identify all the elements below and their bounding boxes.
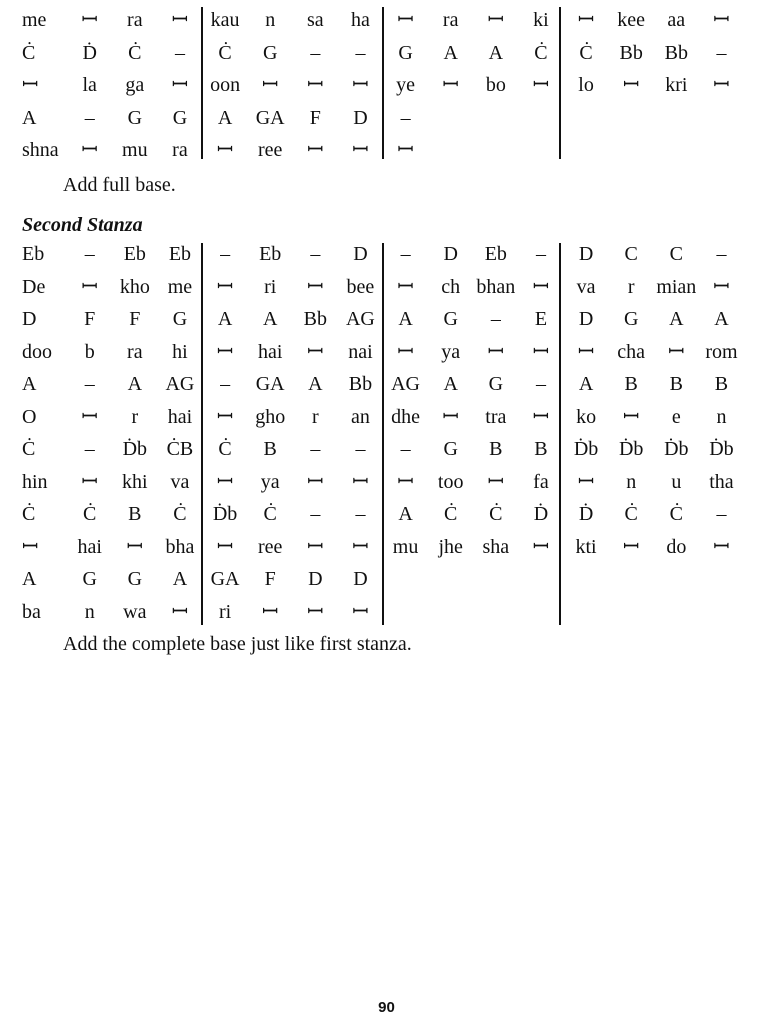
notation-cell: shna [22, 139, 59, 162]
notation-cell: B [714, 373, 729, 396]
notation-cell: GA [255, 106, 285, 129]
notation-cell: mu [392, 535, 419, 558]
notation-cell: ꟷ [171, 74, 189, 97]
notation-cell: an [350, 405, 370, 428]
notation-cell: Bb [303, 308, 327, 331]
second-stanza-note: Add the complete base just like first stanza. [63, 633, 412, 655]
notation-cell: b [84, 340, 95, 363]
notation-cell: tra [485, 405, 507, 428]
notation-cell: D [308, 568, 323, 591]
notation-cell: ga [125, 74, 145, 97]
notation-cell: D [353, 243, 368, 266]
notation-cell: B [128, 503, 142, 526]
notation-cell: ꟷ [352, 535, 369, 558]
notation-cell: – [716, 41, 727, 64]
notation-cell: ꟷ [397, 139, 414, 162]
bar-line [559, 7, 561, 159]
notation-cell: D [353, 568, 368, 591]
notation-cell: ri [218, 600, 232, 623]
notation-cell: Ċ [173, 503, 187, 526]
notation-cell: wa [123, 600, 147, 623]
notation-cell: ꟷ [216, 405, 234, 428]
page-number: 90 [378, 999, 395, 1016]
notation-cell: – [355, 41, 366, 64]
notation-cell: AG [391, 373, 420, 396]
notation-cell: ꟷ [577, 340, 595, 363]
notation-cell: va [576, 275, 596, 298]
notation-cell: – [400, 438, 411, 461]
notation-cell: G [443, 308, 458, 331]
notation-cell: G [398, 41, 413, 64]
notation-cell: G [172, 106, 188, 129]
notation-cell: De [22, 275, 46, 298]
notation-cell: ꟷ [307, 470, 324, 493]
notation-cell: ꟷ [577, 9, 595, 32]
notation-cell: – [220, 243, 231, 266]
notation-cell: mu [122, 139, 148, 162]
notation-cell: Ḋb [618, 438, 644, 461]
notation-cell: Ċ [22, 438, 36, 461]
bar-line [382, 243, 384, 625]
notation-cell: A [714, 308, 729, 331]
notation-cell: E [534, 308, 548, 331]
notation-cell: ko [576, 405, 597, 428]
notation-cell: Ċ [263, 503, 277, 526]
bar-line [559, 243, 561, 625]
notation-cell: A [127, 373, 143, 396]
notation-cell: ꟷ [352, 74, 369, 97]
notation-cell: bee [346, 275, 375, 298]
notation-cell: G [127, 106, 143, 129]
notation-cell: D [578, 308, 594, 331]
notation-cell: ꟷ [442, 74, 459, 97]
notation-cell: Ċ [579, 41, 593, 64]
notation-cell: oon [210, 74, 241, 97]
notation-cell: D [353, 106, 368, 129]
notation-cell: Ċ [22, 41, 36, 64]
notation-cell: – [220, 373, 231, 396]
notation-cell: ꟷ [81, 405, 98, 428]
notation-cell: ꟷ [397, 470, 414, 493]
notation-cell: Bb [348, 373, 373, 396]
notation-cell: Eb [168, 243, 192, 266]
notation-cell: khi [122, 470, 148, 493]
notation-cell: kee [617, 9, 646, 32]
notation-cell: – [310, 243, 321, 266]
notation-cell: sha [482, 535, 510, 558]
notation-cell: ꟷ [713, 535, 730, 558]
notation-cell: ree [257, 139, 283, 162]
notation-cell: Ḋb [122, 438, 148, 461]
notation-cell: A [308, 373, 323, 396]
notation-cell: – [535, 243, 546, 266]
notation-cell: ꟷ [397, 9, 414, 32]
notation-cell: hai [167, 405, 193, 428]
notation-cell: GA [210, 568, 240, 591]
notation-cell: D [578, 243, 594, 266]
notation-cell: Ċ [83, 503, 97, 526]
notation-cell: Ċ [489, 503, 503, 526]
first-stanza-note: Add full base. [63, 174, 176, 196]
notation-cell: Ḋ [82, 41, 97, 64]
notation-cell: ꟷ [397, 275, 414, 298]
notation-cell: – [310, 41, 321, 64]
notation-cell: B [489, 438, 503, 461]
notation-cell: r [131, 405, 139, 428]
notation-cell: doo [22, 340, 52, 363]
notation-cell: n [265, 9, 276, 32]
notation-cell: jhe [438, 535, 463, 558]
notation-cell: A [398, 308, 413, 331]
notation-cell: ꟷ [668, 340, 685, 363]
notation-cell: n [716, 405, 727, 428]
notation-cell: Bb [664, 41, 688, 64]
notation-cell: ꟷ [171, 9, 189, 32]
notation-cell: la [82, 74, 97, 97]
notation-cell: ꟷ [307, 535, 324, 558]
notation-cell: A [22, 373, 37, 396]
notation-cell: – [310, 438, 321, 461]
notation-cell: ꟷ [307, 600, 324, 623]
notation-cell: A [669, 308, 684, 331]
notation-cell: do [666, 535, 687, 558]
notation-cell: ꟷ [397, 340, 414, 363]
notation-cell: ꟷ [171, 600, 189, 623]
notation-cell: Ċ [22, 503, 36, 526]
notation-cell: ꟷ [307, 139, 324, 162]
notation-cell: ꟷ [532, 275, 550, 298]
notation-cell: me [22, 9, 47, 32]
notation-cell: F [84, 308, 96, 331]
notation-cell: C [669, 243, 683, 266]
notation-cell: bha [165, 535, 195, 558]
notation-cell: F [309, 106, 321, 129]
notation-cell: ha [350, 9, 370, 32]
notation-cell: ꟷ [216, 139, 234, 162]
notation-cell: AG [345, 308, 375, 331]
notation-cell: ꟷ [22, 535, 39, 558]
notation-cell: Ḋ [533, 503, 549, 526]
notation-cell: – [174, 41, 185, 64]
notation-cell: r [311, 405, 319, 428]
notation-cell: A [217, 106, 233, 129]
notation-cell: kau [210, 9, 240, 32]
notation-cell: ri [264, 275, 277, 298]
notation-cell: Ċ [128, 41, 142, 64]
second-stanza-title: Second Stanza [22, 214, 143, 236]
notation-cell: B [624, 373, 638, 396]
notation-cell: A [22, 568, 37, 591]
notation-cell: ra [172, 139, 188, 162]
notation-cell: ꟷ [352, 139, 369, 162]
notation-cell: ꟷ [81, 275, 98, 298]
bar-line [201, 7, 203, 159]
notation-cell: Ċ [534, 41, 548, 64]
notation-cell: ꟷ [307, 340, 324, 363]
notation-cell: ꟷ [532, 535, 550, 558]
notation-cell: ya [260, 470, 280, 493]
notation-cell: ꟷ [262, 74, 279, 97]
notation-cell: A [262, 308, 278, 331]
notation-cell: B [263, 438, 277, 461]
notation-cell: fa [533, 470, 549, 493]
notation-cell: Ḋb [664, 438, 689, 461]
notation-cell: – [310, 503, 321, 526]
notation-cell: ꟷ [532, 340, 550, 363]
notation-cell: gho [255, 405, 286, 428]
notation-cell: ꟷ [487, 340, 504, 363]
notation-cell: Ċ [218, 41, 232, 64]
notation-cell: ꟷ [532, 74, 550, 97]
notation-cell: ꟷ [22, 74, 39, 97]
notation-cell: Ḋb [709, 438, 734, 461]
notation-cell: Ḋ [578, 503, 594, 526]
notation-cell: ꟷ [352, 600, 369, 623]
notation-cell: B [534, 438, 548, 461]
notation-cell: C [624, 243, 638, 266]
notation-cell: Eb [259, 243, 282, 266]
notation-cell: me [167, 275, 193, 298]
notation-cell: ꟷ [713, 74, 730, 97]
notation-cell: ree [257, 535, 283, 558]
notation-cell: GA [255, 373, 285, 396]
notation-cell: B [669, 373, 683, 396]
notation-cell: A [398, 503, 413, 526]
notation-cell: Ċ [218, 438, 232, 461]
notation-cell: Bb [619, 41, 643, 64]
notation-cell: ꟷ [216, 340, 234, 363]
notation-cell: ꟷ [713, 9, 730, 32]
notation-cell: O [22, 405, 37, 428]
notation-cell: kti [575, 535, 597, 558]
bar-line [382, 7, 384, 159]
notation-cell: ꟷ [81, 139, 98, 162]
notation-cell: A [443, 373, 458, 396]
notation-cell: ꟷ [81, 9, 98, 32]
notation-cell: G [172, 308, 188, 331]
notation-cell: – [535, 373, 546, 396]
notation-cell: tha [709, 470, 734, 493]
notation-cell: ꟷ [352, 470, 369, 493]
notation-cell: F [264, 568, 276, 591]
notation-cell: ra [442, 9, 459, 32]
notation-cell: G [262, 41, 278, 64]
notation-cell: hai [77, 535, 102, 558]
notation-cell: ba [22, 600, 41, 623]
notation-cell: ꟷ [216, 470, 234, 493]
notation-cell: ꟷ [216, 535, 234, 558]
notation-cell: ꟷ [81, 470, 98, 493]
notation-cell: hin [22, 470, 48, 493]
notation-cell: Eb [484, 243, 507, 266]
notation-cell: nai [348, 340, 373, 363]
notation-cell: e [671, 405, 681, 428]
notation-cell: – [355, 438, 366, 461]
notation-cell: dhe [391, 405, 420, 428]
notation-cell: D [443, 243, 458, 266]
notation-cell: Ḋb [573, 438, 599, 461]
notation-cell: ꟷ [216, 275, 234, 298]
notation-cell: n [626, 470, 637, 493]
notation-cell: A [217, 308, 233, 331]
notation-cell: ra [127, 340, 143, 363]
notation-cell: G [623, 308, 639, 331]
notation-cell: ꟷ [307, 74, 324, 97]
notation-cell: ꟷ [713, 275, 730, 298]
notation-cell: – [84, 438, 95, 461]
notation-cell: va [170, 470, 190, 493]
notation-cell: Ċ [669, 503, 683, 526]
notation-cell: A [172, 568, 188, 591]
notation-cell: – [84, 106, 95, 129]
notation-cell: rom [705, 340, 738, 363]
notation-cell: ye [396, 74, 415, 97]
notation-cell: ꟷ [126, 535, 143, 558]
notation-cell: ꟷ [623, 74, 640, 97]
notation-cell: – [84, 243, 95, 266]
notation-cell: – [716, 243, 727, 266]
notation-cell: ch [441, 275, 461, 298]
notation-cell: n [84, 600, 95, 623]
notation-cell: G [82, 568, 97, 591]
notation-cell: ꟷ [623, 535, 640, 558]
notation-cell: – [400, 243, 411, 266]
notation-cell: lo [578, 74, 594, 97]
notation-cell: Eb [22, 243, 45, 266]
notation-cell: too [437, 470, 464, 493]
notation-cell: bhan [476, 275, 516, 298]
notation-cell: A [488, 41, 504, 64]
notation-cell: A [443, 41, 458, 64]
notation-cell: Ċ [624, 503, 638, 526]
notation-cell: – [84, 373, 95, 396]
notation-cell: ꟷ [487, 9, 504, 32]
notation-cell: Ċ [444, 503, 458, 526]
notation-cell: AG [165, 373, 195, 396]
notation-cell: ꟷ [532, 405, 550, 428]
notation-cell: kri [665, 74, 688, 97]
notation-cell: G [488, 373, 504, 396]
notation-cell: G [127, 568, 143, 591]
notation-cell: D [22, 308, 37, 331]
notation-cell: Ḋb [212, 503, 238, 526]
notation-cell: hi [172, 340, 188, 363]
notation-cell: F [129, 308, 141, 331]
notation-cell: A [578, 373, 594, 396]
notation-cell: ꟷ [577, 470, 595, 493]
notation-cell: ꟷ [262, 600, 279, 623]
notation-cell: ꟷ [487, 470, 504, 493]
notation-cell: – [400, 106, 411, 129]
notation-cell: Eb [123, 243, 146, 266]
notation-cell: ya [441, 340, 461, 363]
notation-cell: – [355, 503, 366, 526]
notation-cell: bo [485, 74, 506, 97]
notation-cell: aa [667, 9, 686, 32]
bar-line [201, 243, 203, 625]
notation-cell: G [443, 438, 458, 461]
notation-cell: ĊB [166, 438, 194, 461]
notation-cell: mian [656, 275, 697, 298]
notation-cell: ꟷ [442, 405, 459, 428]
notation-cell: hai [257, 340, 283, 363]
notation-cell: ki [533, 9, 549, 32]
notation-cell: ra [127, 9, 143, 32]
notation-cell: – [716, 503, 727, 526]
notation-cell: sa [306, 9, 324, 32]
notation-cell: r [627, 275, 635, 298]
notation-cell: u [671, 470, 682, 493]
notation-cell: A [22, 106, 37, 129]
notation-cell: ꟷ [623, 405, 640, 428]
notation-cell: – [490, 308, 501, 331]
notation-cell: ꟷ [307, 275, 324, 298]
notation-cell: kho [119, 275, 150, 298]
notation-cell: cha [617, 340, 646, 363]
